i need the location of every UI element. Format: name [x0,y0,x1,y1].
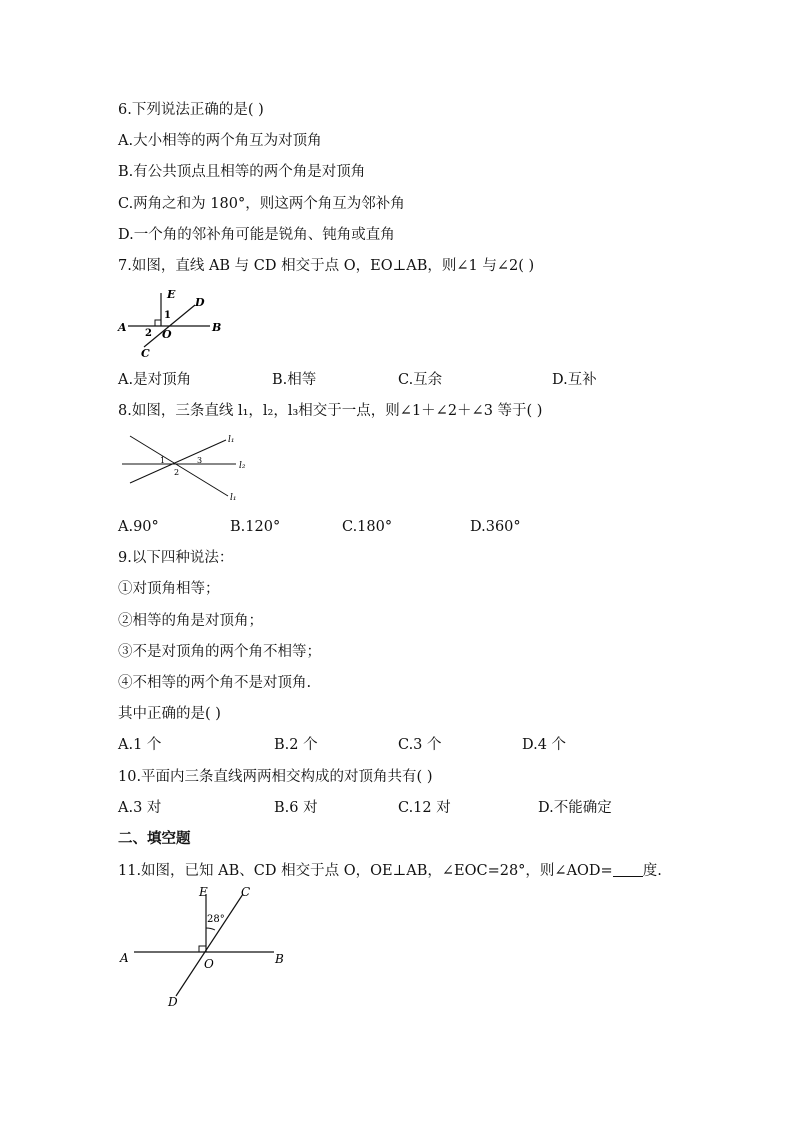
q8-option-d: D.360° [470,519,521,535]
q10-option-c: C.12 对 [398,800,451,816]
q7-option-d: D.互补 [552,372,597,388]
q11-label-b: B [275,952,284,966]
q8-label-l2: l₂ [239,461,246,471]
q10-stem: 10.平面内三条直线两两相交构成的对顶角共有( ) [118,769,433,785]
q9-statement-3: ③不是对顶角的两个角不相等； [118,644,321,660]
q9-ask: 其中正确的是( ) [118,706,221,722]
q6-stem: 6.下列说法正确的是( ) [118,102,264,118]
q9-statement-4: ④不相等的两个角不是对顶角. [118,675,312,691]
q11-stem-text: 11.如图，已知 AB、CD 相交于点 O，OE⊥AB，∠EOC=28°，则∠AOD= [118,863,613,879]
q7-label-o: O [162,328,172,341]
q7-option-a: A.是对顶角 [118,372,192,388]
q7-label-d: D [195,296,205,309]
q6-option-c: C.两角之和为 180°，则这两个角互为邻补角 [118,196,405,212]
q9-option-c: C.3 个 [398,737,442,753]
q7-figure [118,285,228,361]
q9-option-b: B.2 个 [274,737,318,753]
q8-label-l3: l₁ [230,493,237,503]
q8-label-1: 1 [160,456,166,465]
q7-option-c: C.互余 [398,372,443,388]
q7-option-b: B.相等 [272,372,317,388]
q9-option-d: D.4 个 [522,737,567,753]
q10-option-d: D.不能确定 [538,800,612,816]
q8-label-l1: l₁ [228,435,235,445]
q11-stem-unit: 度. [642,863,662,879]
q7-label-e: E [167,288,176,301]
q11-label-o: O [204,957,214,971]
q8-option-a: A.90° [118,519,159,535]
q8-option-c: C.180° [342,519,393,535]
q10-option-a: A.3 对 [118,800,162,816]
q10-option-b: B.6 对 [274,800,318,816]
q7-label-c: C [141,347,150,360]
q7-label-b: B [212,321,222,334]
q9-statement-1: ①对顶角相等； [118,581,220,597]
q6-option-b: B.有公共顶点且相等的两个角是对顶角 [118,164,366,180]
q11-label-e: E [199,885,208,899]
q8-stem: 8.如图，三条直线 l₁，l₂，l₃相交于一点，则∠1＋∠2＋∠3 等于( ) [118,403,543,419]
q8-figure [118,428,258,508]
q11-label-c: C [241,885,251,899]
q11-figure [116,884,296,1010]
q6-option-a: A.大小相等的两个角互为对顶角 [118,133,322,149]
q11-label-a: A [120,951,129,965]
q11-answer-blank[interactable] [613,861,643,877]
q9-option-a: A.1 个 [118,737,162,753]
q7-label-2: 2 [145,328,152,339]
q7-stem: 7.如图，直线 AB 与 CD 相交于点 O，EO⊥AB，则∠1 与∠2( ) [118,258,535,274]
q11-label-d: D [168,995,178,1009]
q8-line-l3 [130,436,228,496]
q8-label-2: 2 [174,468,180,477]
q6-option-d: D.一个角的邻补角可能是锐角、钝角或直角 [118,227,395,243]
section-fill-in-heading: 二、填空题 [118,830,191,847]
q7-label-1: 1 [164,310,171,321]
q11-stem [118,861,662,881]
q8-option-b: B.120° [230,519,281,535]
q9-stem: 9.以下四种说法： [118,550,234,566]
q7-label-a: A [118,321,127,334]
q7-right-angle-mark [155,320,161,326]
q11-line-cd [176,894,243,996]
q9-statement-2: ②相等的角是对顶角； [118,613,263,629]
q11-angle-arc [206,928,215,930]
q11-label-angle: 28° [207,914,225,925]
q8-label-3: 3 [197,456,203,465]
